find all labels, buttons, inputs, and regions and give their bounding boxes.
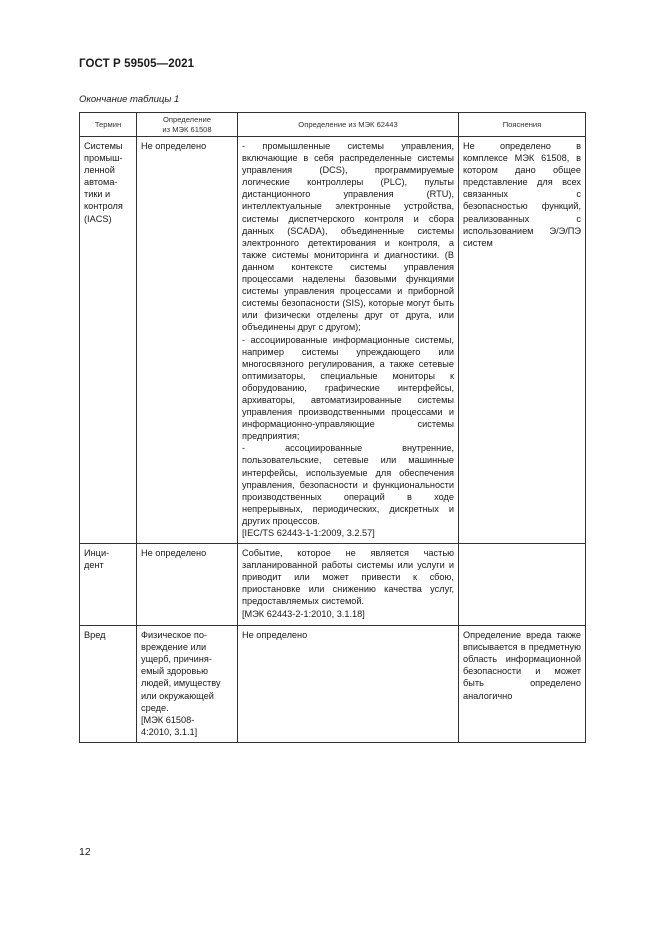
page-number: 12 [79, 846, 91, 858]
cell-def-61508: Физическое по- вреждение или ущерб, причиня- емый здоровью людей, имуществу или окружающей среде. [МЭК 61508- 4:2010, 3.1.1] [137, 626, 238, 743]
reference: [IEC/TS 62443-1-1:2009, 3.2.57] [242, 528, 375, 538]
paragraph: - промышленные системы управления, включающие в себя распределенные системы управления (DCS), программируемые логические контроллеры (PLC), пульты дистанционного управления (RTU), интеллектуальные электронные устройства, системы диспетчерского контроля и сбора данных (SCADA), объединенные системы электронного детектирования и контроля, а также системы мониторинга и диагностики. (В данном контексте системы управления процессами наделены базовыми функциями системы управления процессами и приборной системы безопасности (SIS), которые могут быть или физически отделены друг от друга, или объединены друг с другом); [242, 141, 454, 333]
header-term: Термин [80, 113, 137, 137]
document-title: ГОСТ Р 59505—2021 [79, 58, 195, 70]
cell-notes: Определение вреда также вписывается в предметную область информационной безопасности и может быть определено аналогично [459, 626, 586, 743]
cell-term: Инци- дент [80, 544, 137, 626]
table-header-row [80, 113, 586, 137]
cell-term: Вред [80, 626, 137, 743]
definitions-table [79, 112, 586, 743]
cell-def-61508: Не определено [137, 544, 238, 626]
table-row [80, 544, 586, 626]
reference: [МЭК 62443-2-1:2010, 3.1.18] [242, 608, 365, 619]
paragraph: - ассоциированные информационные системы, например системы упреждающего или многосвязного регулирования, а также сетевые оптимизаторы, специальные мониторы к оборудованию, графические интерфейсы, архиваторы, автоматизированные системы управления производственными процессами и информационно-управляющие системы предприятия; [242, 334, 454, 442]
header-notes: Пояснения [459, 113, 586, 137]
cell-def-62443 [238, 544, 459, 626]
header-def-61508: Определение из МЭК 61508 [137, 113, 238, 137]
header-def-62443: Определение из МЭК 62443 [238, 113, 459, 137]
cell-def-62443 [238, 626, 459, 743]
cell-def-62443 [238, 137, 459, 544]
paragraph: Не определено [242, 630, 308, 641]
cell-notes [459, 544, 586, 626]
table-caption: Окончание таблицы 1 [79, 94, 180, 105]
paragraph: - ассоциированные внутренние, пользовательские, сетевые или машинные интерфейсы, используемые для обеспечения управления, безопасности и функциональности производственных операций в ходе непрерывных, периодических, дискретных и других процессов. [242, 443, 454, 526]
cell-term: Системы промыш- ленной автома- тики и контроля (IACS) [80, 137, 137, 544]
paragraph: Событие, которое не является частью запланированной работы системы или услуги и приводит или может привести к сбою, приостановке или снижению качества услуг, предоставляемых системой. [242, 548, 454, 607]
cell-notes: Не определено в комплексе МЭК 61508, в котором дано общее представление для всех связанных с безопасностью функций, реализованных с использованием Э/Э/ПЭ систем [459, 137, 586, 544]
cell-def-61508: Не определено [137, 137, 238, 544]
table-row [80, 137, 586, 544]
table-row [80, 626, 586, 743]
